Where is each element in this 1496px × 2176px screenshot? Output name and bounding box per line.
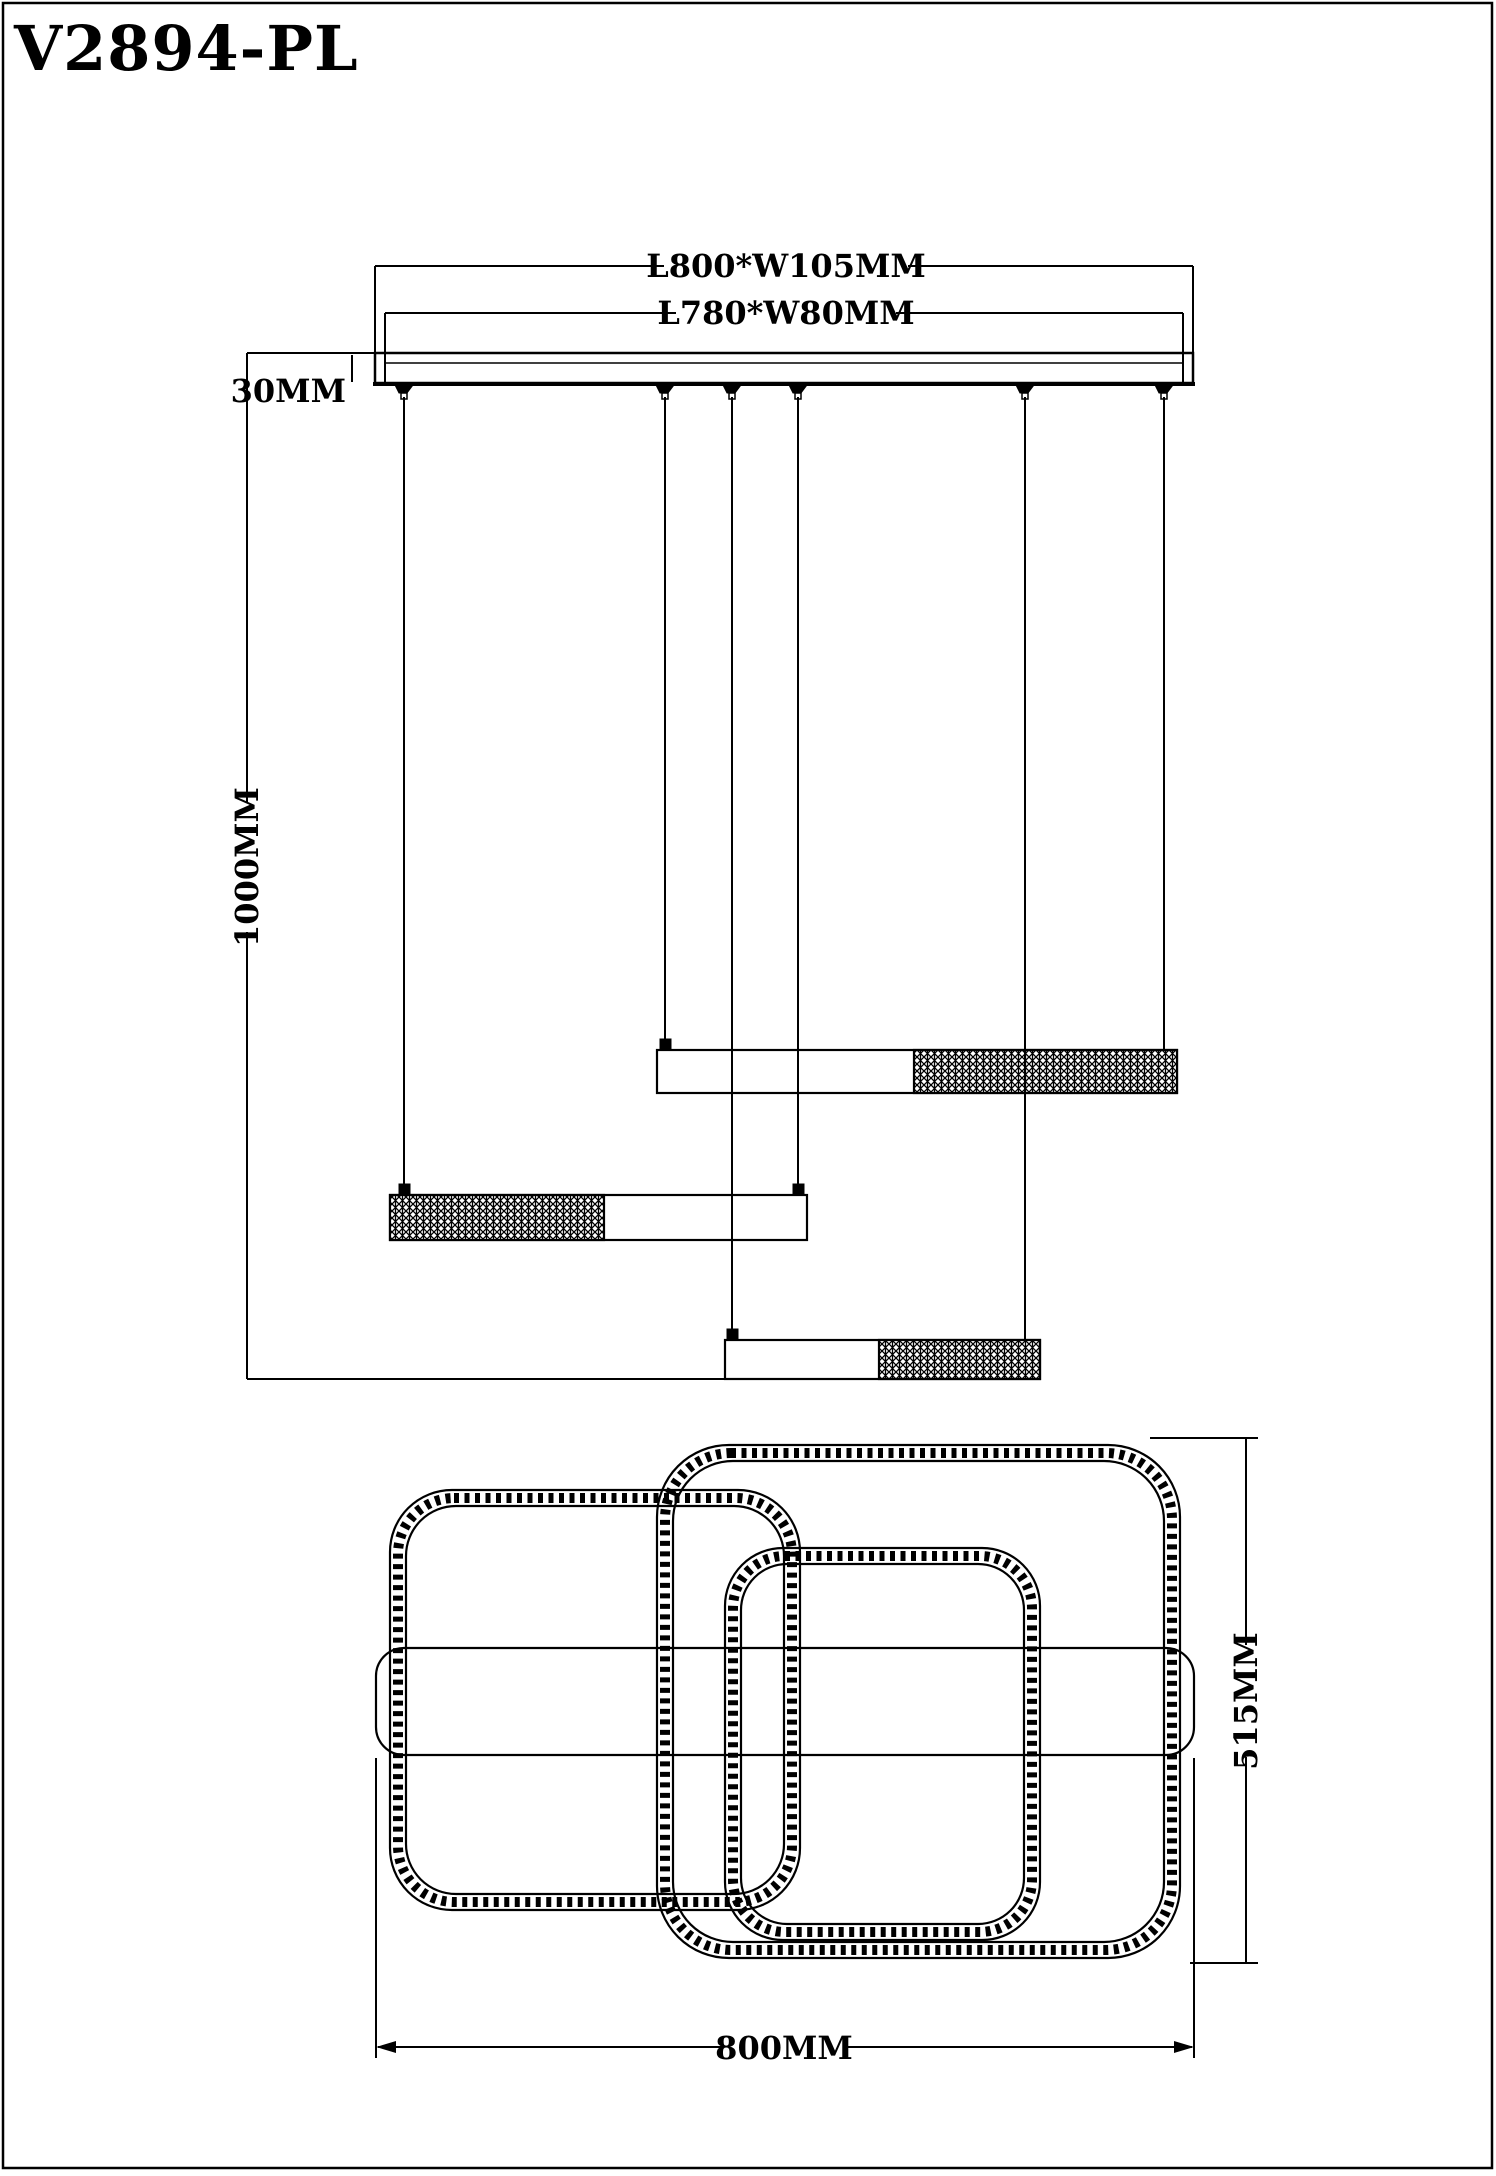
- canopy-height-label: 30MM: [230, 372, 346, 410]
- crystal-section: [914, 1050, 1177, 1093]
- arrowhead-left: [376, 2041, 396, 2053]
- canopy-outer-label: L800*W105MM: [646, 247, 926, 285]
- ring-small: [725, 1548, 1040, 1940]
- ceiling-plate: [373, 353, 1195, 384]
- light-bar-upper: [657, 1050, 1177, 1093]
- connector: [793, 1184, 804, 1195]
- dimension-canopy-height: [231, 353, 377, 410]
- light-bar-middle: [390, 1195, 807, 1240]
- connector: [727, 1329, 738, 1340]
- cable-cones: [395, 385, 1173, 399]
- dimension-canopy-inner: [385, 294, 1183, 352]
- product-code: V2894-PL: [14, 12, 359, 85]
- arrowhead-right: [1174, 2041, 1194, 2053]
- cone: [1016, 385, 1034, 399]
- canopy-inner-label: L780*W80MM: [657, 294, 915, 332]
- cone: [395, 385, 413, 399]
- cone: [789, 385, 807, 399]
- crystal-section: [879, 1340, 1040, 1379]
- width-label: 800MM: [715, 2029, 853, 2067]
- ring-left: [390, 1490, 800, 1910]
- crystal-section: [390, 1195, 604, 1240]
- side-view: [228, 247, 1195, 1379]
- light-bar-lower: [725, 1340, 1040, 1379]
- top-view: [376, 1438, 1265, 2067]
- cone: [723, 385, 741, 399]
- drop-height-label: 1000MM: [228, 787, 266, 947]
- cone: [656, 385, 674, 399]
- connector: [660, 1039, 671, 1050]
- depth-label: 515MM: [1227, 1632, 1265, 1770]
- connector: [399, 1184, 410, 1195]
- cone: [1155, 385, 1173, 399]
